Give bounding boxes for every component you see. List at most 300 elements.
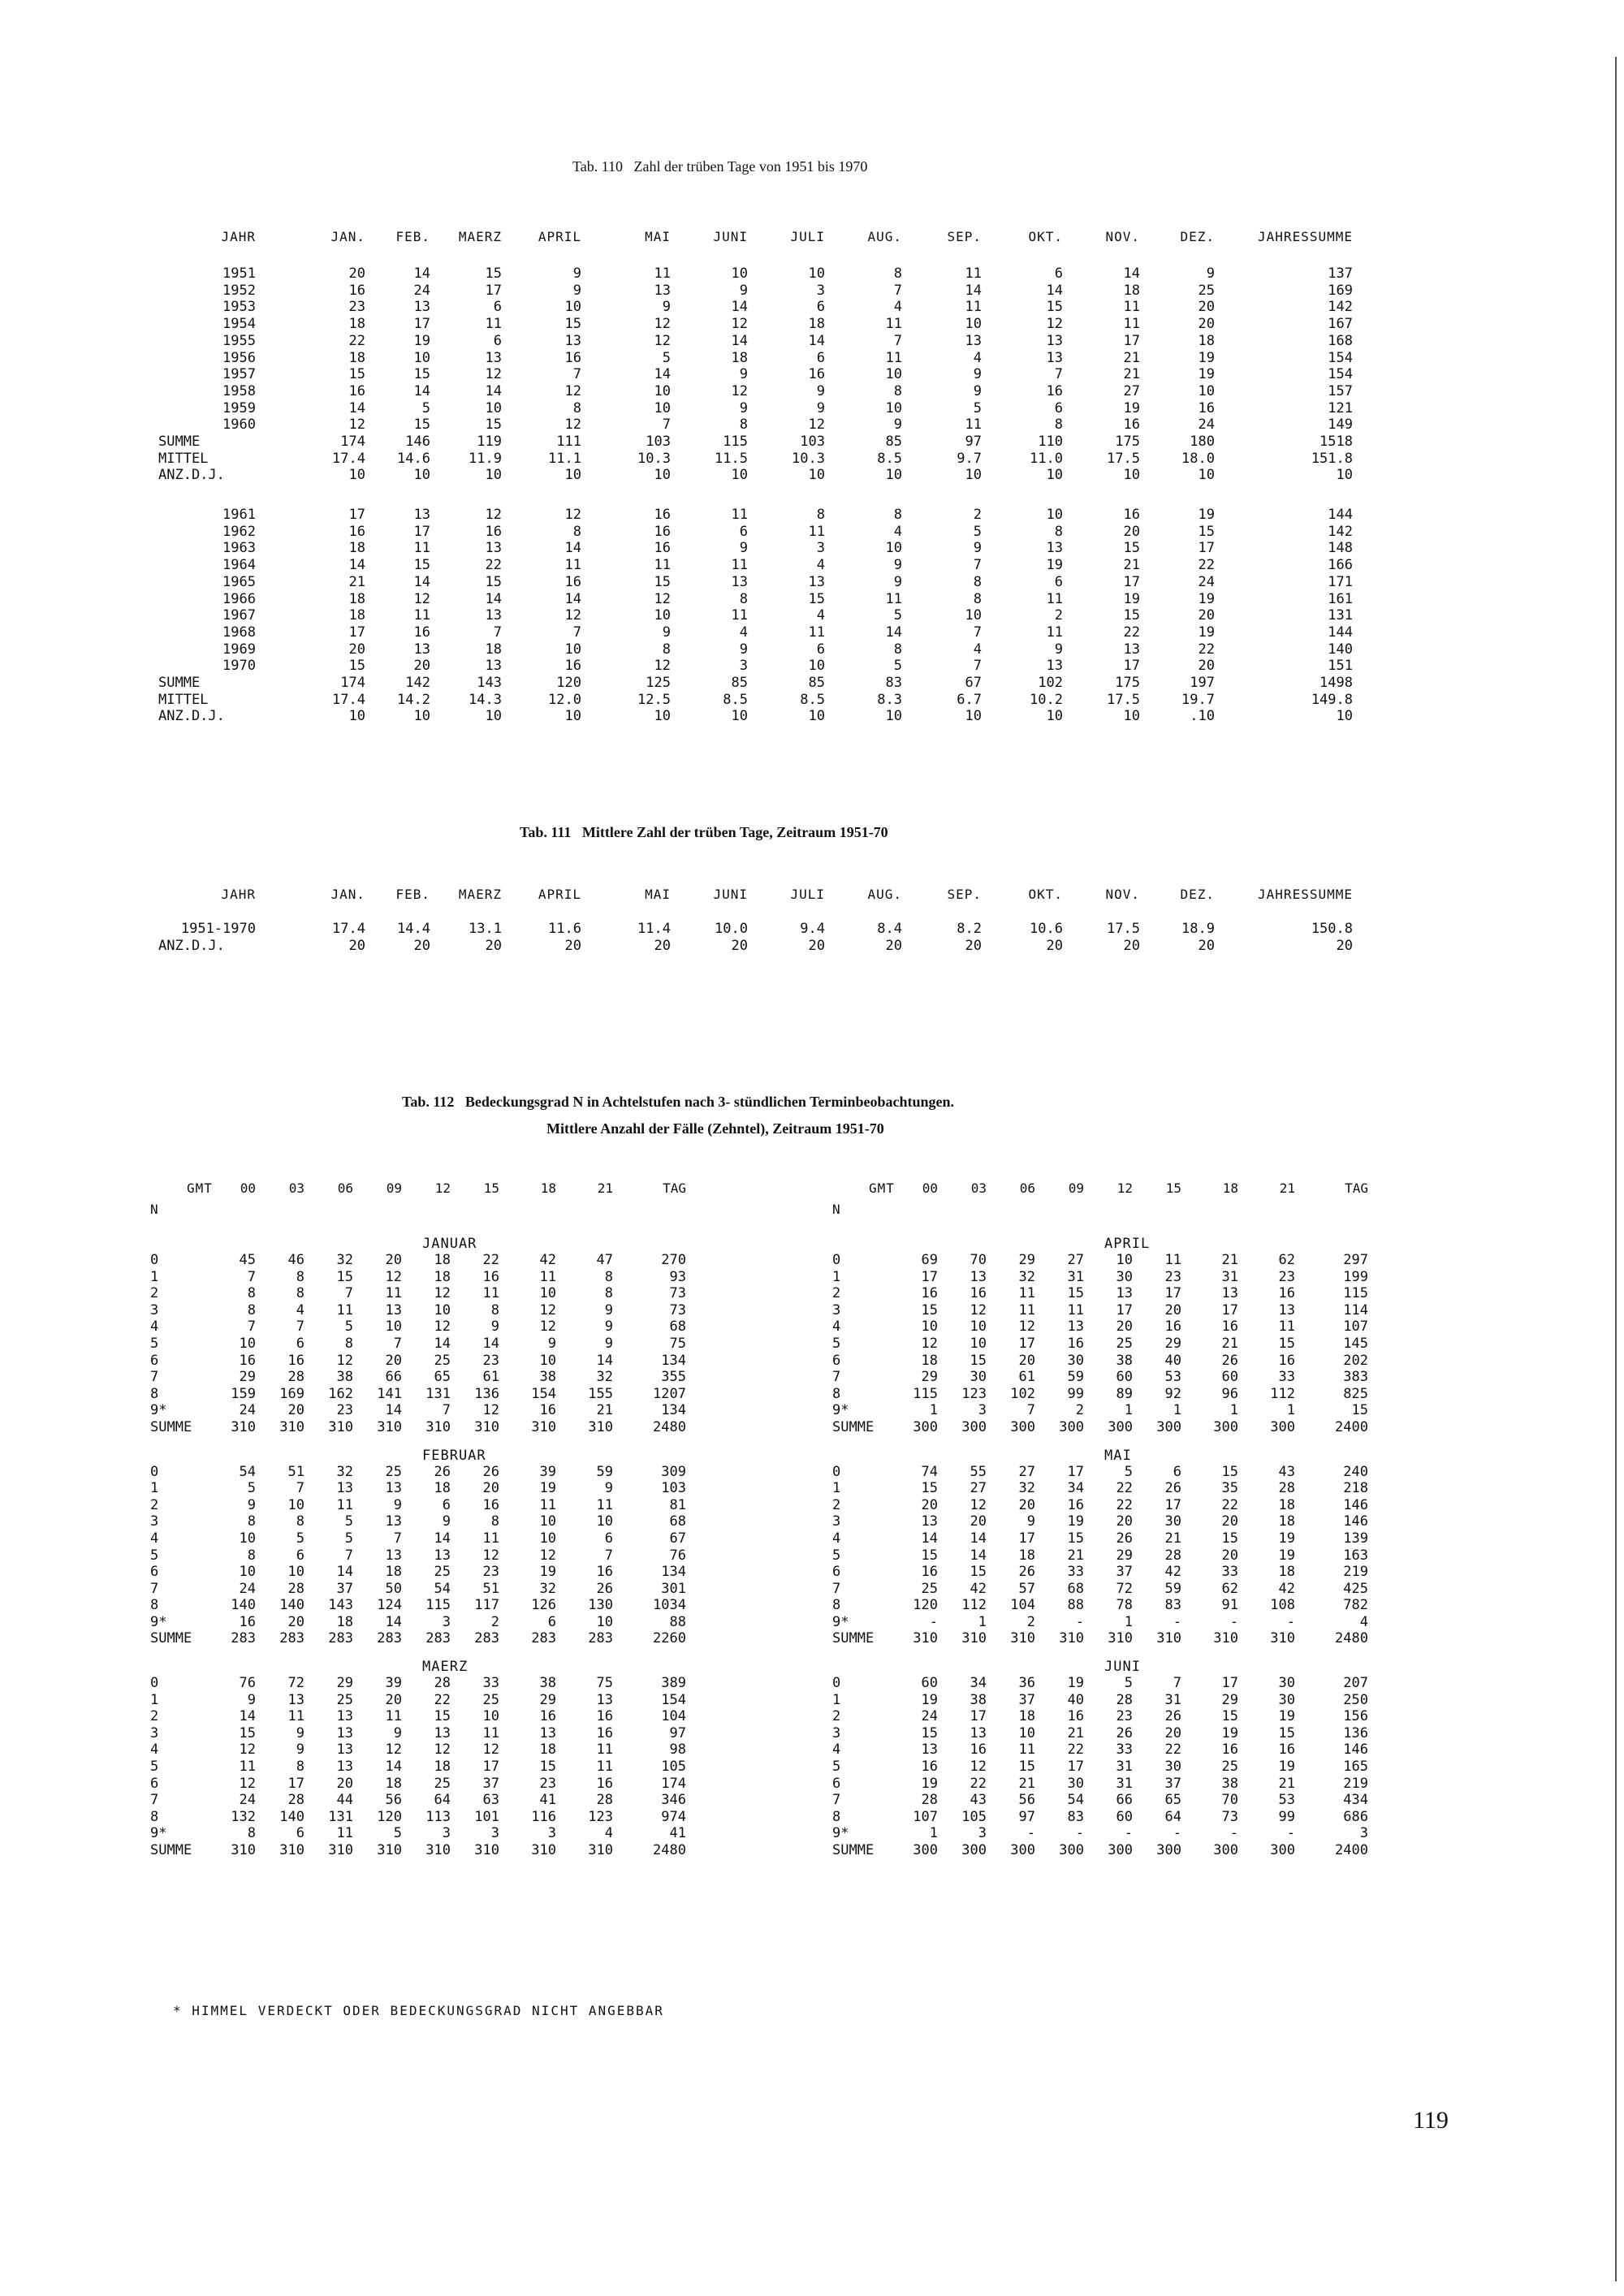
- table-cell: 19: [1046, 557, 1063, 574]
- table-cell: 108: [1270, 1597, 1295, 1614]
- table-cell: 6: [493, 299, 502, 316]
- table-cell: 13: [1046, 540, 1063, 557]
- table-cell: 15: [1278, 1335, 1295, 1352]
- table-cell: 9: [247, 1496, 256, 1513]
- table-cell: 8: [296, 1759, 304, 1776]
- table-row: [158, 333, 1353, 350]
- table-cell: 16: [482, 1496, 499, 1513]
- table-cell: 11: [485, 316, 502, 333]
- tab112-title-line1: Tab. 112 Bedeckungsgrad N in Achtelstufen nach 3- stündlichen Terminbeobachtungen.: [402, 1094, 954, 1110]
- table-cell: 16: [596, 1564, 613, 1581]
- table-cell: 105: [961, 1808, 987, 1825]
- column-header: SEP.: [947, 887, 982, 902]
- table-cell: 16: [654, 540, 671, 557]
- table-cell: 10: [808, 658, 825, 675]
- table-cell: 310: [377, 1842, 402, 1858]
- table-row: [832, 1741, 1368, 1759]
- table-cell: 112: [961, 1597, 987, 1614]
- table-cell: 12: [808, 416, 825, 434]
- table-cell: 169: [1328, 282, 1353, 299]
- table-cell: 8: [247, 1825, 256, 1842]
- table-cell: 12: [348, 416, 365, 434]
- table-cell: 1960: [222, 416, 256, 434]
- table-row: [150, 1480, 686, 1497]
- table-cell: 1951-1970: [180, 921, 256, 937]
- table-cell: 161: [1328, 590, 1353, 607]
- table-cell: 14.3: [469, 691, 502, 708]
- table-cell: 75: [669, 1335, 686, 1352]
- table-cell: 14: [385, 1613, 402, 1630]
- table-cell: 180: [1190, 434, 1215, 451]
- tab112-right-column: [832, 1177, 1368, 1859]
- table-cell: 10: [654, 382, 671, 399]
- table-cell: 310: [1010, 1630, 1035, 1647]
- table-cell: 20: [1198, 607, 1215, 624]
- table-cell: 16: [539, 1402, 556, 1419]
- table-cell: 10: [485, 708, 502, 725]
- table-cell: 24: [413, 282, 430, 299]
- table-cell: 14: [564, 590, 581, 607]
- column-header: JAHRESSUMME: [1258, 887, 1353, 902]
- table-cell: 60: [1221, 1369, 1238, 1386]
- table-cell: 14: [965, 282, 982, 299]
- table-cell: 65: [1164, 1792, 1181, 1809]
- table-cell: 72: [1116, 1580, 1133, 1597]
- table-cell: 18: [434, 1759, 451, 1776]
- table-cell: 5: [344, 1318, 353, 1336]
- table-cell: 54: [434, 1580, 451, 1597]
- table-row: [158, 467, 1353, 484]
- table-cell: 11.9: [469, 450, 502, 467]
- table-cell: 20: [1164, 1724, 1181, 1741]
- table-cell: 11: [1123, 316, 1140, 333]
- table-cell: 21: [1278, 1775, 1295, 1792]
- table-cell: 7: [1026, 1402, 1035, 1419]
- table-cell: 15: [348, 366, 365, 383]
- table-cell: 11: [731, 507, 748, 523]
- table-cell: 11: [564, 557, 581, 574]
- table-cell: 89: [1116, 1385, 1133, 1402]
- table-cell: 13: [485, 658, 502, 675]
- table-cell: 140: [279, 1808, 304, 1825]
- table-cell: 110: [1038, 434, 1063, 451]
- table-cell: 55: [970, 1463, 987, 1480]
- table-cell: 30: [1164, 1759, 1181, 1776]
- table-cell: 16: [1221, 1741, 1238, 1759]
- table-cell: 28: [1278, 1480, 1295, 1497]
- table-row: [150, 1708, 686, 1725]
- table-cell: 3: [442, 1613, 451, 1630]
- table-cell: 68: [669, 1513, 686, 1530]
- table-cell: 41: [669, 1825, 686, 1842]
- table-cell: 53: [1278, 1792, 1295, 1809]
- table-cell: 300: [1108, 1842, 1133, 1858]
- gmt-label: GMT: [187, 1180, 213, 1196]
- table-cell: 29: [539, 1691, 556, 1708]
- table-cell: 300: [1059, 1418, 1084, 1435]
- table-cell: 162: [328, 1385, 353, 1402]
- column-header: NOV.: [1105, 887, 1140, 902]
- table-cell: 143: [477, 675, 502, 692]
- table-cell: 31: [1221, 1268, 1238, 1285]
- table-row: [832, 1675, 1368, 1692]
- table-row: [158, 624, 1353, 641]
- table-cell: 29: [336, 1675, 353, 1692]
- table-cell: 19: [1278, 1547, 1295, 1564]
- table-cell: 20: [287, 1402, 304, 1419]
- table-cell: 10: [885, 708, 902, 725]
- table-cell: 8: [893, 265, 902, 282]
- table-cell: 11: [482, 1724, 499, 1741]
- table-cell: -: [1229, 1825, 1238, 1842]
- column-header: 00: [240, 1180, 256, 1196]
- table-cell: 13: [539, 1724, 556, 1741]
- table-cell: 38: [539, 1369, 556, 1386]
- column-header: JUNI: [713, 229, 748, 244]
- table-cell: 310: [377, 1418, 402, 1435]
- table-row: [832, 1497, 1368, 1514]
- table-cell: 16: [239, 1613, 256, 1630]
- table-cell: 125: [646, 675, 671, 692]
- table-cell: 12: [654, 332, 671, 349]
- table-cell: 9: [393, 1496, 402, 1513]
- table-cell: 30: [1067, 1775, 1084, 1792]
- table-cell: 300: [1108, 1418, 1133, 1435]
- table-cell: 12: [413, 590, 430, 607]
- table-cell: 10: [385, 1318, 402, 1336]
- table-cell: 1951: [222, 265, 256, 282]
- table-cell: 9*: [150, 1402, 167, 1419]
- table-cell: 1: [150, 1691, 159, 1708]
- table-cell: 13: [434, 1724, 451, 1741]
- table-cell: 17.5: [1107, 691, 1140, 708]
- table-cell: 39: [539, 1463, 556, 1480]
- table-cell: 19: [413, 332, 430, 349]
- table-cell: 23: [1164, 1268, 1181, 1285]
- table-cell: 15: [1221, 1530, 1238, 1547]
- table-cell: 21: [1018, 1775, 1035, 1792]
- table-cell: 4: [832, 1318, 841, 1336]
- table-cell: 7: [393, 1530, 402, 1547]
- table-cell: 10: [1123, 467, 1140, 484]
- table-cell: 17: [413, 523, 430, 540]
- table-cell: 15: [413, 416, 430, 434]
- table-cell: 17.4: [332, 450, 365, 467]
- table-cell: 10: [239, 1530, 256, 1547]
- table-cell: 15: [970, 1564, 987, 1581]
- table-cell: 154: [531, 1385, 556, 1402]
- table-cell: 19: [1278, 1530, 1295, 1547]
- table-row: [832, 1480, 1368, 1497]
- table-cell: 11: [539, 1268, 556, 1285]
- table-cell: 131: [1328, 607, 1353, 624]
- table-cell: 310: [1059, 1630, 1084, 1647]
- table-row: [158, 416, 1353, 434]
- table-cell: 14: [808, 332, 825, 349]
- table-cell: 16: [1164, 1318, 1181, 1336]
- table-cell: 4: [893, 523, 902, 540]
- table-cell: 20: [485, 937, 502, 954]
- table-row: [158, 507, 1353, 524]
- table-cell: 174: [340, 434, 365, 451]
- table-cell: 7: [572, 624, 581, 641]
- table-cell: 3: [816, 540, 825, 557]
- table-cell: 8.5: [800, 691, 825, 708]
- table-cell: 22: [970, 1775, 987, 1792]
- table-cell: 8: [296, 1513, 304, 1530]
- table-cell: 310: [913, 1630, 938, 1647]
- table-row: [832, 1402, 1368, 1419]
- table-row: [158, 938, 1353, 955]
- table-row: [158, 524, 1353, 541]
- table-cell: 9: [816, 399, 825, 416]
- table-cell: 10: [596, 1613, 613, 1630]
- table-cell: 25: [1198, 282, 1215, 299]
- table-cell: 12: [239, 1775, 256, 1792]
- table-cell: 16: [921, 1759, 938, 1776]
- table-cell: 19: [1198, 349, 1215, 366]
- table-cell: 310: [1108, 1630, 1133, 1647]
- table-row: [832, 1285, 1368, 1302]
- table-cell: 16: [1067, 1335, 1084, 1352]
- tab110-title: Tab. 110 Zahl der trüben Tage von 1951 bis 1970: [572, 158, 868, 175]
- table-cell: 74: [921, 1463, 938, 1480]
- table-cell: 21: [1067, 1724, 1084, 1741]
- page-number: 119: [1413, 2107, 1449, 2134]
- table-cell: 13: [385, 1547, 402, 1564]
- table-row: [832, 1564, 1368, 1581]
- table-cell: 1965: [222, 573, 256, 590]
- table-cell: 20: [287, 1613, 304, 1630]
- table-cell: 9: [662, 624, 671, 641]
- table-cell: MITTEL: [158, 450, 209, 467]
- table-cell: 69: [921, 1252, 938, 1268]
- table-cell: 283: [531, 1630, 556, 1647]
- table-cell: 15: [1221, 1463, 1238, 1480]
- month-label: MAERZ: [422, 1659, 469, 1676]
- table-cell: 40: [1164, 1352, 1181, 1369]
- table-cell: 310: [1156, 1630, 1181, 1647]
- table-cell: 165: [1343, 1759, 1368, 1776]
- table-cell: 10: [808, 265, 825, 282]
- table-cell: 6: [150, 1352, 159, 1369]
- table-cell: 65: [434, 1369, 451, 1386]
- table-cell: 12: [434, 1285, 451, 1302]
- table-cell: 15: [1123, 540, 1140, 557]
- table-cell: 8: [832, 1385, 841, 1402]
- table-cell: 22: [434, 1691, 451, 1708]
- table-cell: 16: [564, 349, 581, 366]
- table-row: [832, 1597, 1368, 1614]
- table-cell: 6: [296, 1825, 304, 1842]
- table-cell: 5: [973, 523, 982, 540]
- table-row: [832, 1353, 1368, 1370]
- table-cell: 16: [1123, 416, 1140, 434]
- table-cell: 7: [247, 1318, 256, 1336]
- table-row: [158, 540, 1353, 557]
- table-cell: 37: [1164, 1775, 1181, 1792]
- table-cell: 12: [731, 316, 748, 333]
- table-cell: 16: [1198, 399, 1215, 416]
- table-row: [150, 1597, 686, 1614]
- table-cell: 9: [296, 1724, 304, 1741]
- table-cell: 38: [1221, 1775, 1238, 1792]
- table-cell: 18: [1198, 332, 1215, 349]
- table-cell: 1958: [222, 382, 256, 399]
- table-cell: 142: [1328, 523, 1353, 540]
- table-cell: 146: [405, 434, 430, 451]
- table-cell: 175: [1115, 434, 1140, 451]
- table-cell: 10: [1123, 708, 1140, 725]
- table-cell: 30: [970, 1369, 987, 1386]
- table-cell: 9: [739, 641, 748, 658]
- table-cell: 1498: [1320, 675, 1353, 692]
- table-cell: 22: [1221, 1496, 1238, 1513]
- table-cell: 9: [442, 1513, 451, 1530]
- table-row: [150, 1547, 686, 1564]
- table-cell: 1: [929, 1402, 938, 1419]
- table-cell: SUMME: [158, 434, 201, 451]
- table-cell: 3: [547, 1825, 556, 1842]
- table-cell: 13: [385, 1513, 402, 1530]
- table-cell: 4: [832, 1741, 841, 1759]
- table-cell: 10: [808, 708, 825, 725]
- table-cell: 60: [1116, 1808, 1133, 1825]
- table-cell: 15: [485, 416, 502, 434]
- table-cell: 18: [731, 349, 748, 366]
- table-cell: 20: [1221, 1513, 1238, 1530]
- table-cell: 103: [661, 1480, 686, 1497]
- table-cell: 11: [336, 1496, 353, 1513]
- table-cell: 5: [150, 1759, 159, 1776]
- table-cell: 146: [1343, 1513, 1368, 1530]
- table-cell: -: [1173, 1825, 1181, 1842]
- table-cell: 20: [1018, 1496, 1035, 1513]
- table-cell: 32: [596, 1369, 613, 1386]
- table-cell: 7: [893, 282, 902, 299]
- table-cell: 17: [1164, 1285, 1181, 1302]
- table-cell: 10: [239, 1335, 256, 1352]
- table-cell: 13: [336, 1759, 353, 1776]
- table-cell: 8.5: [877, 450, 902, 467]
- table-cell: 19: [1198, 366, 1215, 383]
- table-cell: 199: [1343, 1268, 1368, 1285]
- table-cell: 12: [564, 507, 581, 523]
- table-cell: 25: [385, 1463, 402, 1480]
- column-header: JULI: [790, 229, 825, 244]
- table-cell: 10: [539, 1530, 556, 1547]
- table-cell: 11: [336, 1301, 353, 1318]
- table-cell: 28: [287, 1580, 304, 1597]
- table-cell: 1957: [222, 366, 256, 383]
- table-cell: 18: [539, 1741, 556, 1759]
- table-cell: 7: [893, 332, 902, 349]
- table-cell: 974: [661, 1808, 686, 1825]
- column-header: 21: [597, 1180, 613, 1196]
- table-cell: 15: [921, 1301, 938, 1318]
- table-cell: 15: [921, 1480, 938, 1497]
- table-row: [150, 1530, 686, 1547]
- table-cell: 12: [539, 1301, 556, 1318]
- table-cell: 17.5: [1107, 450, 1140, 467]
- table-row: [150, 1792, 686, 1809]
- table-row: [150, 1497, 686, 1514]
- footnote: * HIMMEL VERDECKT ODER BEDECKUNGSGRAD NICHT ANGEBBAR: [173, 2003, 664, 2018]
- table-cell: 8: [572, 399, 581, 416]
- table-cell: 13: [413, 507, 430, 523]
- table-cell: 11: [885, 590, 902, 607]
- table-cell: -: [1026, 1825, 1035, 1842]
- table-cell: 142: [405, 675, 430, 692]
- table-cell: 10.3: [792, 450, 825, 467]
- table-cell: 26: [1164, 1708, 1181, 1725]
- table-cell: 16: [808, 366, 825, 383]
- table-cell: 107: [1343, 1318, 1368, 1336]
- n-label: N: [150, 1202, 158, 1217]
- table-cell: 1953: [222, 299, 256, 316]
- table-row: [150, 1386, 686, 1403]
- table-cell: 20: [348, 641, 365, 658]
- table-cell: 23: [482, 1564, 499, 1581]
- table-cell: 8: [893, 382, 902, 399]
- table-cell: 8: [893, 507, 902, 523]
- table-cell: SUMME: [158, 675, 201, 692]
- table-cell: 28: [287, 1792, 304, 1809]
- table-cell: 12: [482, 1741, 499, 1759]
- table-cell: 22: [1116, 1496, 1133, 1513]
- table-cell: 17: [1116, 1301, 1133, 1318]
- table-cell: 1952: [222, 282, 256, 299]
- table-row: [150, 1630, 686, 1647]
- table-cell: 12: [434, 1318, 451, 1336]
- table-cell: 53: [1164, 1369, 1181, 1386]
- table-cell: 283: [425, 1630, 451, 1647]
- table-cell: 17: [1018, 1530, 1035, 1547]
- table-cell: 98: [669, 1741, 686, 1759]
- table-cell: 10: [239, 1564, 256, 1581]
- table-cell: 11: [1018, 1301, 1035, 1318]
- table-cell: 64: [434, 1792, 451, 1809]
- table-cell: 219: [1343, 1775, 1368, 1792]
- column-header: JAN.: [330, 887, 365, 902]
- table-cell: 15: [434, 1708, 451, 1725]
- table-cell: 33: [1116, 1741, 1133, 1759]
- table-cell: 36: [1018, 1675, 1035, 1692]
- table-row: [150, 1842, 686, 1859]
- table-cell: 104: [1010, 1597, 1035, 1614]
- table-cell: 2: [150, 1496, 159, 1513]
- month-block: [832, 1448, 1368, 1648]
- table-cell: 16: [348, 382, 365, 399]
- table-cell: 68: [669, 1318, 686, 1336]
- table-cell: 41: [539, 1792, 556, 1809]
- column-header: 21: [1279, 1180, 1295, 1196]
- table-cell: 11: [385, 1708, 402, 1725]
- month-block: [832, 1236, 1368, 1436]
- table-cell: 3: [832, 1301, 841, 1318]
- table-cell: 111: [556, 434, 581, 451]
- table-cell: 9: [604, 1480, 613, 1497]
- table-cell: 12: [539, 1318, 556, 1336]
- table-cell: 11: [885, 316, 902, 333]
- table-cell: 20: [482, 1480, 499, 1497]
- table-cell: 14: [385, 1759, 402, 1776]
- table-cell: 103: [800, 434, 825, 451]
- table-cell: 155: [588, 1385, 613, 1402]
- table-cell: 310: [1213, 1630, 1238, 1647]
- table-cell: 10: [965, 467, 982, 484]
- table-cell: 13: [336, 1480, 353, 1497]
